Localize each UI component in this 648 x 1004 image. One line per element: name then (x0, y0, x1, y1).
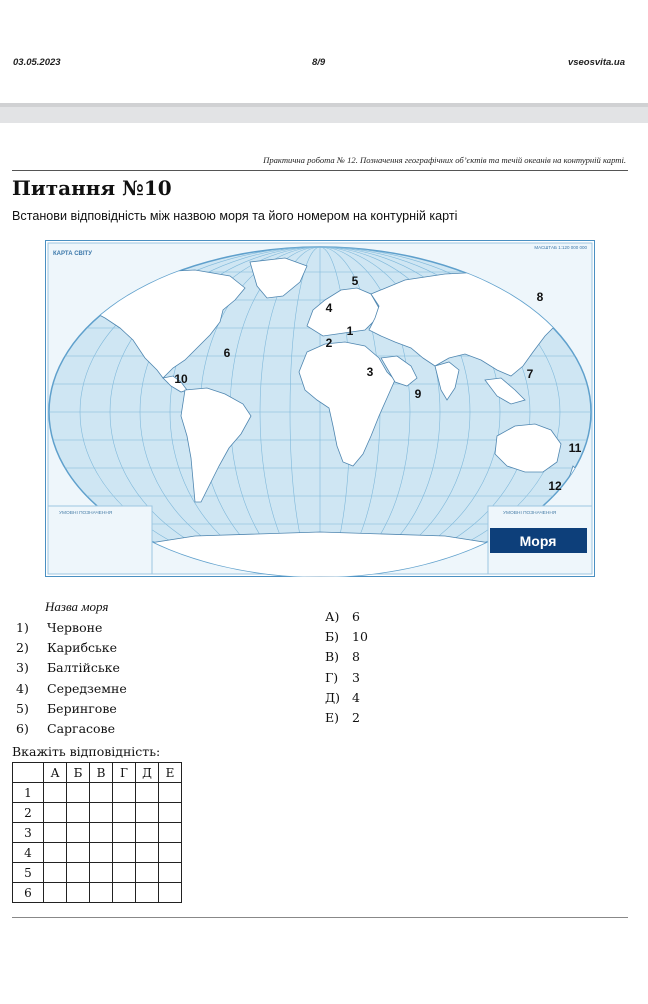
item-letter: Е) (325, 709, 340, 725)
list-item (325, 708, 368, 728)
table-corner-cell (13, 763, 44, 783)
map-top-label: КАРТА СВІТУ (53, 251, 92, 257)
answer-table (12, 762, 182, 903)
map-marker-5: 5 (351, 274, 359, 288)
answer-cell[interactable] (113, 843, 136, 863)
question-instruction: Встанови відповідність між назвою моря та його номером на контурній карті (12, 209, 458, 223)
list-item (16, 638, 127, 658)
answer-cell[interactable] (136, 883, 159, 903)
row-header: 3 (13, 823, 44, 843)
list-item (16, 719, 127, 739)
column-header: Б (67, 763, 90, 783)
column-header: В (90, 763, 113, 783)
map-marker-3: 3 (366, 365, 374, 379)
map-legend-left (48, 506, 152, 574)
header-date: 03.05.2023 (13, 57, 61, 68)
world-contour-map (45, 240, 595, 577)
item-number: 6) (16, 720, 29, 736)
column-header: Е (159, 763, 182, 783)
map-marker-12: 12 (548, 479, 562, 493)
item-number: 5) (16, 700, 29, 716)
item-value: 3 (352, 669, 360, 685)
answer-cell[interactable] (113, 863, 136, 883)
map-seas-button-label: Моря (519, 533, 557, 549)
answer-cell[interactable] (113, 883, 136, 903)
page-header (0, 0, 648, 103)
answer-cell[interactable] (67, 783, 90, 803)
answer-cell[interactable] (67, 883, 90, 903)
answer-cell[interactable] (113, 823, 136, 843)
work-subtitle: Практична робота № 12. Позначення географічних об’єктів та течій океанів на контурній карті. (263, 155, 626, 165)
answer-cell[interactable] (159, 863, 182, 883)
map-marker-7: 7 (526, 367, 534, 381)
header-site: vseosvita.ua (567, 57, 625, 68)
sea-names-header: Назва моря (45, 599, 109, 614)
item-letter: Д) (325, 689, 341, 705)
answer-cell[interactable] (136, 823, 159, 843)
answer-cell[interactable] (159, 783, 182, 803)
subtitle-rule (12, 170, 628, 171)
answer-cell[interactable] (136, 783, 159, 803)
answer-cell[interactable] (113, 783, 136, 803)
row-header: 1 (13, 783, 44, 803)
answer-cell[interactable] (90, 863, 113, 883)
column-header: А (44, 763, 67, 783)
answer-cell[interactable] (90, 843, 113, 863)
row-header: 5 (13, 863, 44, 883)
answer-cell[interactable] (159, 823, 182, 843)
item-value: 10 (352, 629, 368, 645)
item-number: 1) (16, 620, 29, 635)
list-item (16, 679, 127, 699)
item-text: Балтійське (47, 660, 120, 676)
item-text: Берингове (47, 700, 117, 716)
answer-cell[interactable] (44, 823, 67, 843)
item-text: Саргасове (47, 720, 115, 736)
answer-cell[interactable] (67, 863, 90, 883)
item-number: 4) (16, 680, 29, 696)
answer-cell[interactable] (136, 843, 159, 863)
item-text: Карибське (47, 640, 118, 656)
item-value: 6 (352, 609, 360, 624)
answer-cell[interactable] (113, 803, 136, 823)
question-title: Питання №10 (12, 176, 172, 200)
list-item (325, 688, 368, 708)
item-text: Червоне (47, 620, 103, 635)
table-row (13, 783, 182, 803)
table-row (13, 823, 182, 843)
list-item (325, 647, 368, 667)
item-text: Середземне (47, 680, 127, 696)
list-item (325, 607, 368, 627)
list-item (16, 618, 127, 638)
table-header-row (13, 763, 182, 783)
map-marker-6: 6 (223, 346, 231, 360)
row-header: 4 (13, 843, 44, 863)
map-numbers-list (325, 607, 368, 728)
table-row (13, 803, 182, 823)
table-row (13, 863, 182, 883)
item-value: 2 (352, 709, 360, 725)
list-item (325, 668, 368, 688)
map-marker-8: 8 (536, 290, 544, 304)
answer-cell[interactable] (90, 803, 113, 823)
table-row (13, 883, 182, 903)
answer-cell[interactable] (67, 843, 90, 863)
answer-cell[interactable] (90, 883, 113, 903)
sea-names-list (16, 618, 127, 739)
answer-cell[interactable] (159, 883, 182, 903)
item-letter: В) (325, 649, 340, 665)
legend-right-label: УМОВНІ ПОЗНАЧЕННЯ (503, 511, 557, 516)
answer-cell[interactable] (44, 883, 67, 903)
header-page-number: 8/9 (312, 57, 326, 68)
answer-cell[interactable] (67, 823, 90, 843)
row-header: 2 (13, 803, 44, 823)
row-header: 6 (13, 883, 44, 903)
answer-cell[interactable] (44, 843, 67, 863)
map-marker-10: 10 (174, 372, 188, 386)
answer-cell[interactable] (159, 803, 182, 823)
map-marker-9: 9 (414, 387, 422, 401)
list-item (16, 658, 127, 678)
item-letter: Б) (325, 629, 340, 645)
item-number: 2) (16, 640, 29, 656)
answer-cell[interactable] (159, 843, 182, 863)
answer-cell[interactable] (90, 783, 113, 803)
item-number: 3) (16, 660, 29, 676)
table-row (13, 843, 182, 863)
item-value: 4 (352, 689, 360, 705)
item-letter: А) (325, 609, 340, 624)
map-marker-4: 4 (325, 301, 333, 315)
answer-cell[interactable] (90, 823, 113, 843)
item-letter: Г) (325, 669, 339, 685)
answer-cell[interactable] (136, 803, 159, 823)
map-marker-11: 11 (568, 441, 582, 455)
item-value: 8 (352, 649, 360, 665)
answer-cell[interactable] (44, 783, 67, 803)
answer-cell[interactable] (44, 863, 67, 883)
list-item (325, 627, 368, 647)
map-scale-label: МАСШТАБ 1:120 000 000 (534, 245, 587, 250)
answer-cell[interactable] (136, 863, 159, 883)
legend-left-label: УМОВНІ ПОЗНАЧЕННЯ (59, 511, 113, 516)
answer-prompt: Вкажіть відповідність: (12, 744, 161, 759)
answer-cell[interactable] (44, 803, 67, 823)
page-break (0, 103, 648, 123)
map-marker-2: 2 (325, 336, 333, 350)
answer-cell[interactable] (67, 803, 90, 823)
map-marker-1: 1 (346, 324, 354, 338)
bottom-rule (12, 917, 628, 918)
column-header: Д (136, 763, 159, 783)
column-header: Г (113, 763, 136, 783)
list-item (16, 699, 127, 719)
